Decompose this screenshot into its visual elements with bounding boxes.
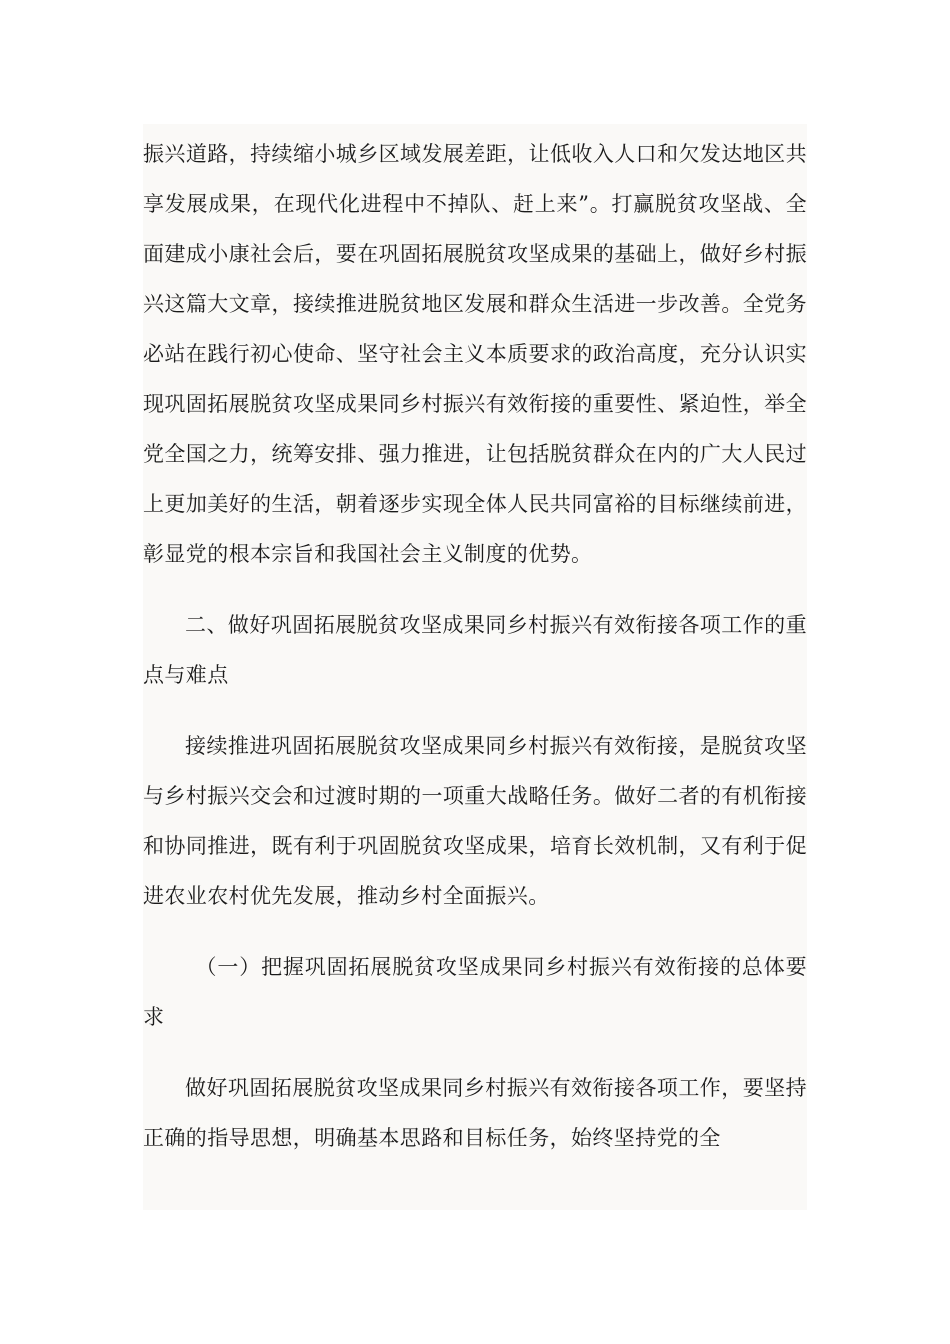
paragraph-body: 接续推进巩固拓展脱贫攻坚成果同乡村振兴有效衔接，是脱贫攻坚与乡村振兴交会和过渡时期的一项重大战略任务。做好二者的有机衔接和协同推进，既有利于巩固脱贫攻坚成果，培育长效机制，又有利于促进农业农村优先发展，推动乡村全面振兴。	[143, 734, 807, 908]
text-block	[143, 124, 807, 1210]
paragraph-continuation: 振兴道路，持续缩小城乡区域发展差距，让低收入人口和欠发达地区共享发展成果，在现代化进程中不掉队、赶上来”。打赢脱贫攻坚战、全面建成小康社会后，要在巩固拓展脱贫攻坚成果的基础上，做好乡村振兴这篇大文章，接续推进脱贫地区发展和群众生活进一步改善。全党务必站在践行初心使命、坚守社会主义本质要求的政治高度，充分认识实现巩固拓展脱贫攻坚成果同乡村振兴有效衔接的重要性、紧迫性，举全党全国之力，统筹安排、强力推进，让包括脱贫群众在内的广大人民过上更加美好的生活，朝着逐步实现全体人民共同富裕的目标继续前进，彰显党的根本宗旨和我国社会主义制度的优势。	[143, 142, 807, 566]
paragraph-body: 做好巩固拓展脱贫攻坚成果同乡村振兴有效衔接各项工作，要坚持正确的指导思想，明确基本思路和目标任务，始终坚持党的全	[143, 1076, 807, 1150]
subsection-heading: （一）把握巩固拓展脱贫攻坚成果同乡村振兴有效衔接的总体要求	[143, 955, 807, 1029]
section-heading: 二、做好巩固拓展脱贫攻坚成果同乡村振兴有效衔接各项工作的重点与难点	[143, 613, 807, 687]
